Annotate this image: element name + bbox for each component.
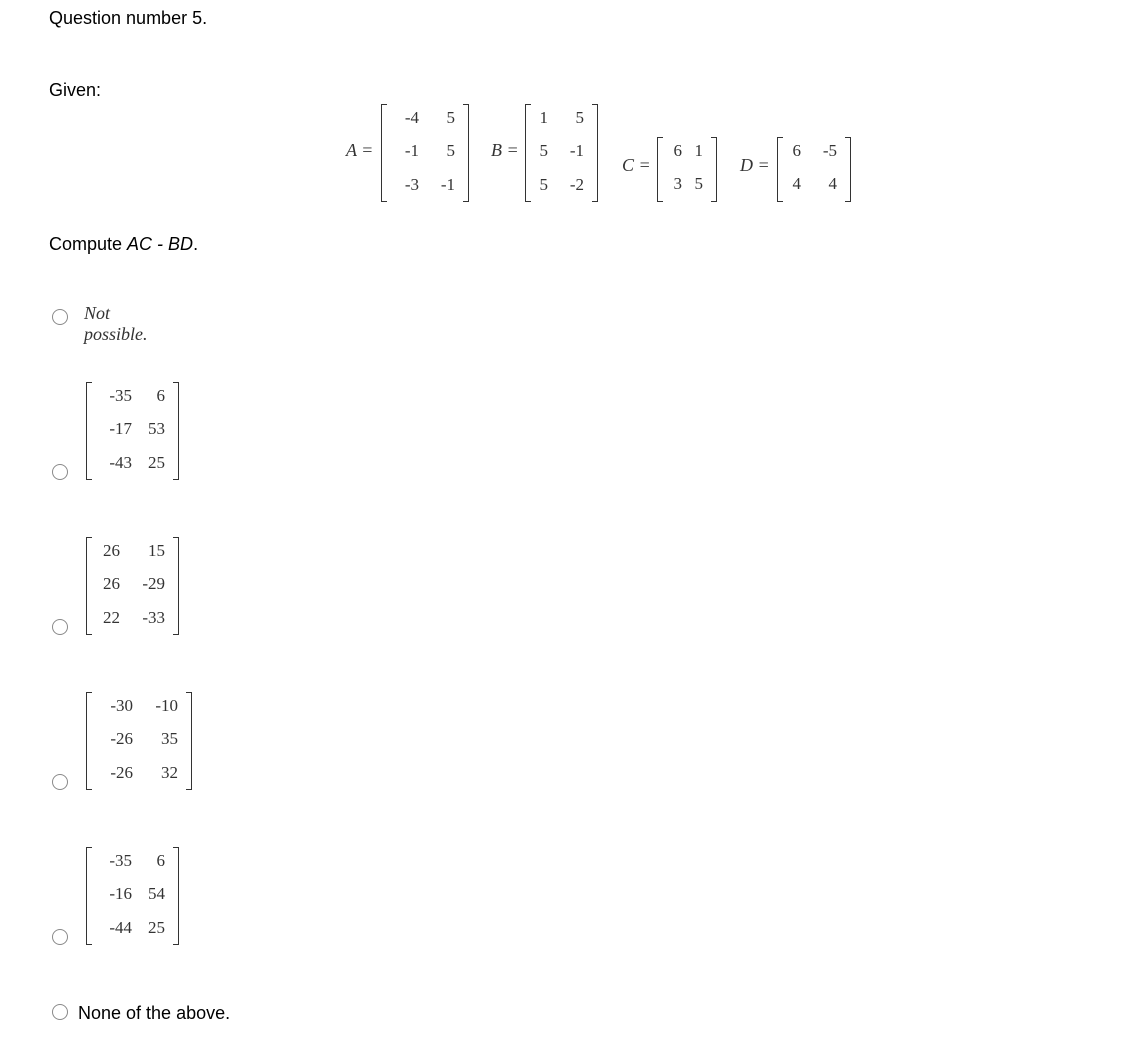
radio-button[interactable]: [52, 309, 68, 325]
radio-button[interactable]: [52, 619, 68, 635]
matrix-cell: 4: [792, 174, 801, 193]
matrix-cell: -10: [155, 696, 178, 715]
matrix-cell: 5: [446, 141, 455, 160]
matrix-cell: -43: [109, 453, 132, 472]
radio-button[interactable]: [52, 464, 68, 480]
matrix-cell: -29: [142, 574, 165, 593]
given-label: Given:: [49, 80, 102, 100]
question-number: Question number 5.: [49, 8, 208, 28]
matrix-cell: -16: [109, 884, 132, 903]
matrix-cell: -4: [404, 108, 419, 127]
matrix-d-label: D =: [740, 155, 770, 175]
matrix-cell: -30: [110, 696, 133, 715]
option-matrix: [86, 847, 179, 945]
compute-prefix: Compute: [49, 234, 128, 254]
matrix-cell: 6: [156, 851, 165, 870]
option-matrix: [86, 692, 192, 790]
matrix-cell: 5: [539, 141, 548, 160]
option-label: None of the above.: [78, 1003, 231, 1023]
matrix-cell: 3: [673, 174, 682, 193]
matrix-cell: 5: [694, 174, 703, 193]
matrix-cell: -1: [569, 141, 584, 160]
compute-prompt: [49, 233, 198, 255]
option-matrix: [86, 537, 179, 635]
matrix-cell: 6: [792, 141, 801, 160]
matrix-cell: 35: [161, 729, 178, 748]
option-matrix: [86, 382, 179, 480]
matrix-cell: -5: [822, 141, 837, 160]
matrix-cell: 26: [103, 574, 120, 593]
matrix-cell: 6: [156, 386, 165, 405]
matrix-cell: 54: [148, 884, 165, 903]
matrix-cell: -26: [110, 729, 133, 748]
radio-button[interactable]: [52, 929, 68, 945]
matrix-b: [525, 104, 598, 202]
matrix-cell: -44: [109, 918, 132, 937]
matrix-cell: -2: [569, 175, 584, 194]
option-label: Not possible.: [84, 303, 148, 344]
matrix-cell: 6: [673, 141, 682, 160]
matrix-cell: 4: [828, 174, 837, 193]
compute-suffix: .: [193, 234, 199, 254]
matrix-cell: 22: [103, 608, 120, 627]
matrix-cell: -1: [440, 175, 455, 194]
matrix-a-label: A =: [346, 140, 374, 160]
matrix-cell: 32: [161, 763, 178, 782]
radio-button[interactable]: [52, 774, 68, 790]
matrix-b-label: B =: [491, 140, 519, 160]
matrix-cell: -1: [404, 141, 419, 160]
radio-button[interactable]: [52, 1004, 68, 1020]
matrix-cell: 5: [446, 108, 455, 127]
matrix-c-label: C =: [622, 155, 651, 175]
matrix-cell: 1: [694, 141, 703, 160]
matrix-cell: 5: [539, 175, 548, 194]
matrix-a: [381, 104, 469, 202]
compute-expression: AC - BD: [127, 234, 194, 254]
matrix-cell: 26: [103, 541, 120, 560]
matrix-cell: 53: [148, 419, 165, 438]
matrix-cell: 5: [575, 108, 584, 127]
matrix-cell: -3: [404, 175, 419, 194]
matrix-cell: 1: [539, 108, 548, 127]
matrix-cell: -33: [142, 608, 165, 627]
matrix-cell: -26: [110, 763, 133, 782]
matrix-cell: 15: [148, 541, 165, 560]
matrix-cell: -35: [109, 851, 132, 870]
matrix-cell: 25: [148, 453, 165, 472]
matrix-c: [657, 137, 717, 202]
matrix-cell: -17: [109, 419, 132, 438]
matrix-cell: -35: [109, 386, 132, 405]
matrix-d: [777, 137, 851, 202]
matrix-cell: 25: [148, 918, 165, 937]
